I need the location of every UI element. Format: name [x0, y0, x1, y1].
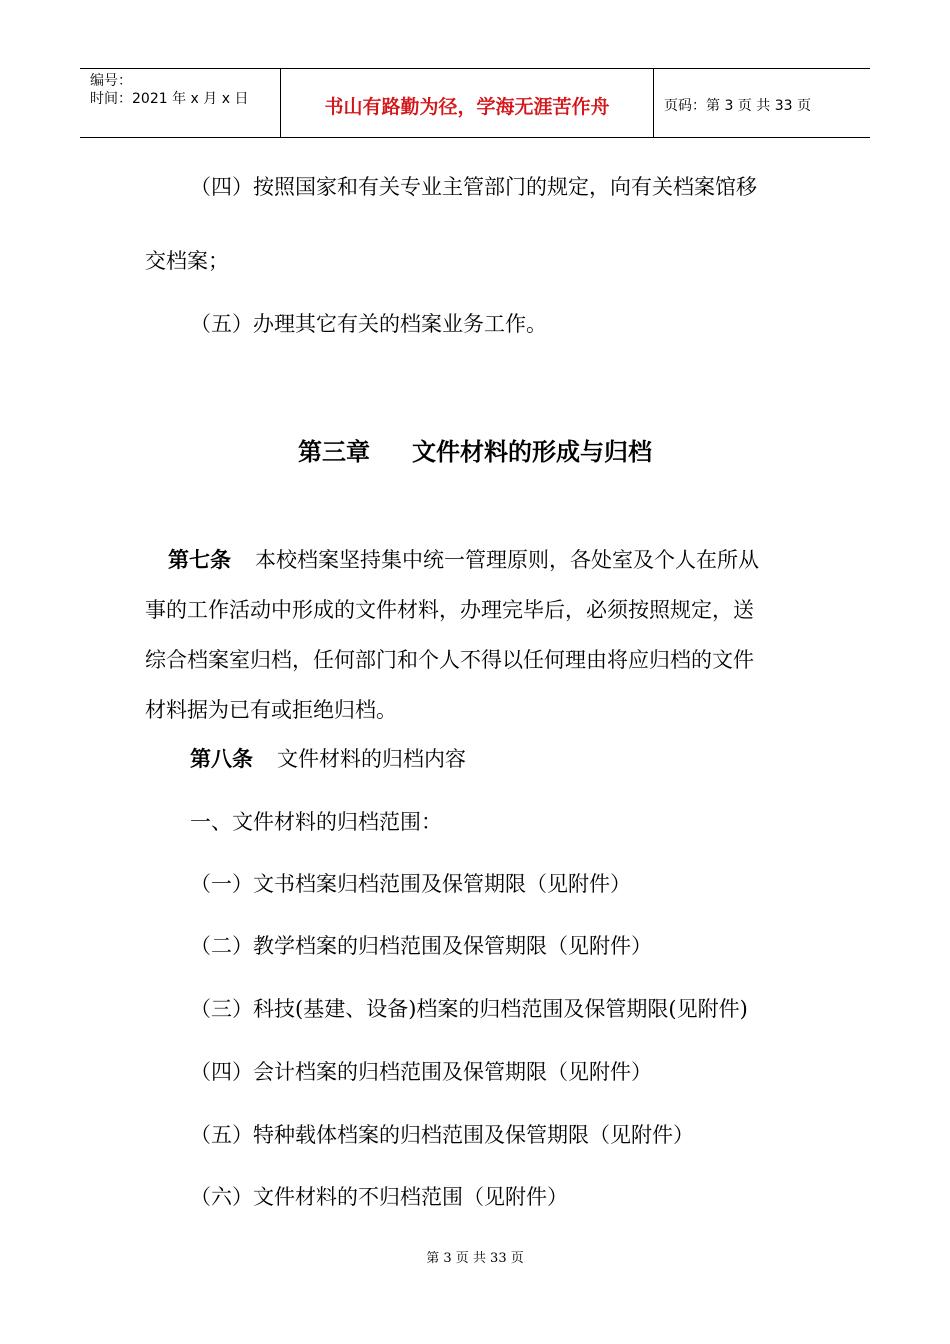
- scope-item: （六）文件材料的不归档范围（见附件）: [190, 1185, 568, 1209]
- header-motto: 书山有路勤为径，学海无涯苦作舟: [281, 69, 654, 137]
- article-8-label: 第八条: [190, 747, 253, 771]
- article-7-label: 第七条: [168, 548, 231, 572]
- item-four-line2: 交档案；: [145, 249, 229, 273]
- chapter-title: 文件材料的形成与归档: [412, 438, 652, 466]
- article-8-text: 文件材料的归档内容: [277, 747, 466, 771]
- item-four-line1: （四）按照国家和有关专业主管部门的规定，向有关档案馆移: [190, 175, 757, 199]
- header-meta: [80, 69, 281, 137]
- article-7-line3: 综合档案室归档，任何部门和个人不得以任何理由将应归档的文件: [145, 648, 754, 672]
- header-date-label: 时间：2021 年 x 月 x 日: [90, 91, 249, 107]
- article-7-line1: [168, 546, 759, 574]
- scope-item: （五）特种载体档案的归档范围及保管期限（见附件）: [190, 1123, 694, 1147]
- scope-item: （一）文书档案归档范围及保管期限（见附件）: [190, 872, 631, 896]
- chapter-heading: [0, 432, 950, 467]
- header-number-label: 编号：: [90, 73, 132, 89]
- page-footer: 第 3 页 共 33 页: [426, 1251, 524, 1266]
- header-page-info: 页码：第 3 页 共 33 页: [664, 98, 811, 114]
- scope-item: （三）科技(基建、设备)档案的归档范围及保管期限(见附件): [190, 997, 748, 1021]
- item-five: （五）办理其它有关的档案业务工作。: [190, 312, 547, 336]
- page-header: [80, 68, 870, 138]
- chapter-number: 第三章: [298, 438, 370, 466]
- article-7-text-1: 本校档案坚持集中统一管理原则，各处室及个人在所从: [255, 548, 759, 572]
- scope-heading: 一、文件材料的归档范围：: [190, 810, 442, 834]
- scope-item: （二）教学档案的归档范围及保管期限（见附件）: [190, 934, 652, 958]
- article-8: [190, 745, 466, 773]
- article-7-line4: 材料据为已有或拒绝归档。: [145, 698, 397, 722]
- scope-item: （四）会计档案的归档范围及保管期限（见附件）: [190, 1060, 652, 1084]
- article-7-line2: 事的工作活动中形成的文件材料，办理完毕后，必须按照规定，送: [145, 598, 754, 622]
